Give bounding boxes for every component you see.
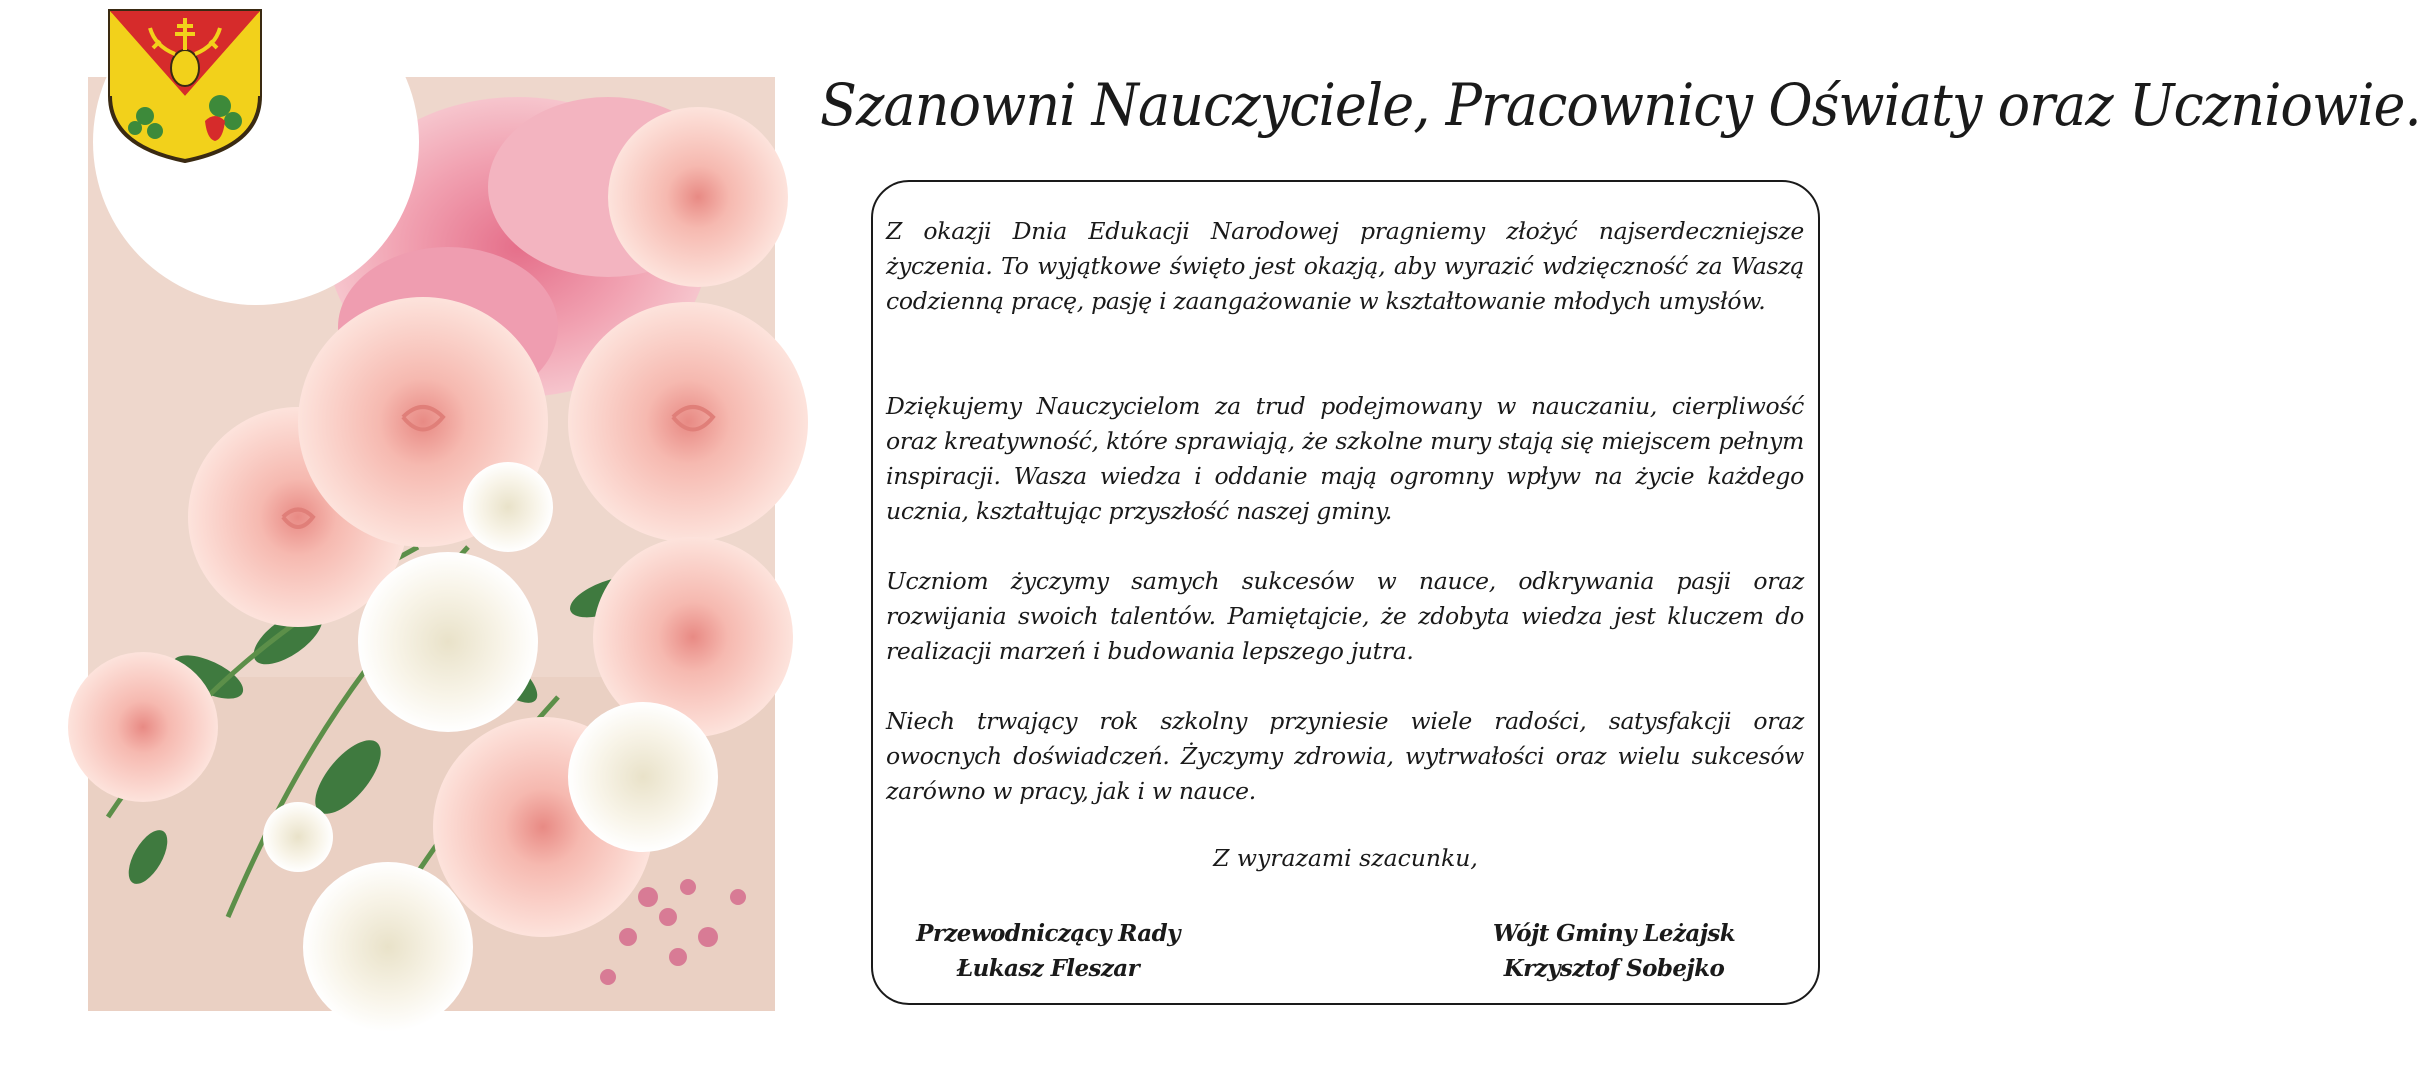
letter-paragraph: Dziękujemy Nauczycielom za trud podejmowany w nauczaniu, cierpliwość oraz kreatywność, które sprawiają, że szkolne mury stają się miejscem pełnym inspiracji. Wasza wiedza i oddanie mają ogromny wpływ na życie każdego ucznia, kształtując przyszłość naszej gminy. — [886, 392, 1804, 525]
signature-council-chair — [883, 916, 1213, 986]
signature-title: Przewodniczący Rady — [916, 920, 1180, 947]
letter-paragraph: Z okazji Dnia Edukacji Narodowej pragniemy złożyć najserdeczniejsze życzenia. To wyjątkowe święto jest okazją, aby wyrazić wdzięczność za Waszą codzienną pracę, pasję i zaangażowanie w kształtowanie młodych umysłów. — [886, 217, 1804, 315]
signature-name: Łukasz Fleszar — [956, 955, 1140, 982]
flowers-photo — [88, 77, 775, 1011]
signature-mayor — [1449, 916, 1779, 986]
closing-line: Z wyrazami szacunku, — [1213, 844, 1478, 872]
signature-name: Krzysztof Sobejko — [1503, 955, 1725, 982]
letter-paragraph: Uczniom życzymy samych sukcesów w nauce, odkrywania pasji oraz rozwijania swoich talentów. Pamiętajcie, że zdobyta wiedza jest kluczem do realizacji marzeń i budowania lepszego jutra. — [886, 567, 1804, 665]
page-title: Szanowni Nauczyciele, Pracownicy Oświaty oraz Uczniowie. — [820, 71, 2421, 139]
coat-of-arms-icon — [105, 6, 265, 166]
letter-box — [871, 180, 1820, 1005]
letter-paragraph: Niech trwający rok szkolny przyniesie wiele radości, satysfakcji oraz owocnych doświadczeń. Życzymy zdrowia, wytrwałości oraz wielu sukcesów zarówno w pracy, jak i w nauce. — [886, 707, 1804, 805]
signature-title: Wójt Gminy Leżajsk — [1492, 920, 1736, 947]
